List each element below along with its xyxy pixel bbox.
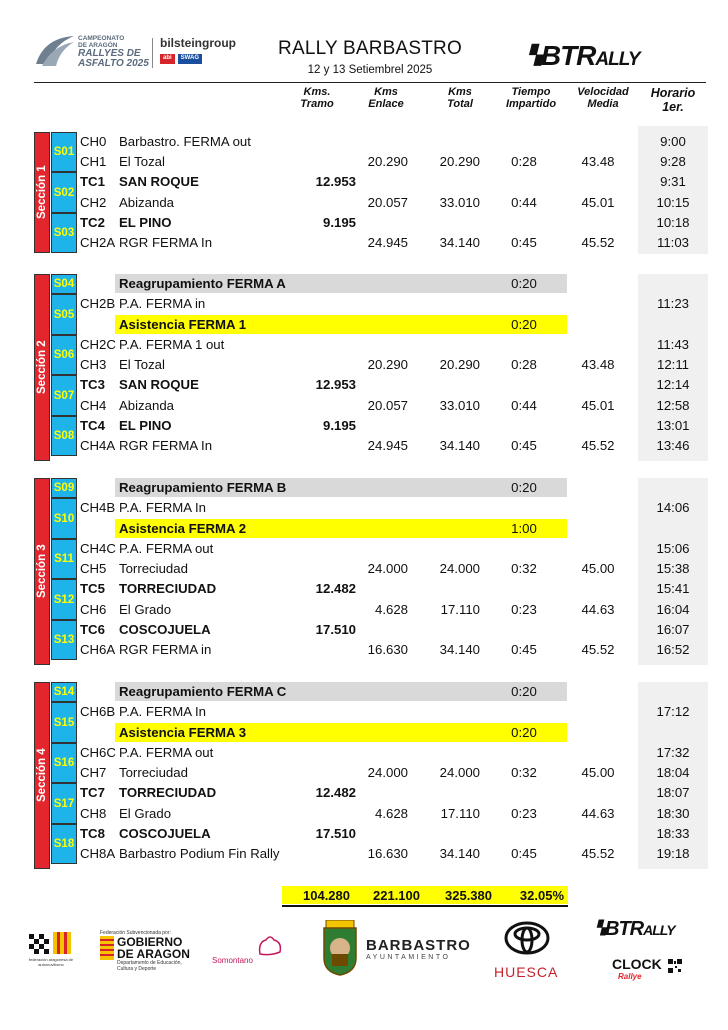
ally-text: ALLY — [595, 49, 640, 70]
row-code: CH6 — [80, 602, 107, 617]
row-code: CH2 — [80, 195, 107, 210]
row-name: El Tozal — [119, 154, 165, 169]
row-name: Asistencia FERMA 3 — [119, 725, 247, 740]
row-code: CH5 — [80, 561, 107, 576]
row-velocidad: 43.48 — [581, 154, 615, 169]
row-velocidad: 45.52 — [581, 235, 615, 250]
row-tiempo: 0:23 — [511, 602, 537, 617]
row-velocidad: 45.01 — [581, 195, 615, 210]
stage-box: S01 — [51, 132, 77, 172]
stage-box: S17 — [51, 783, 77, 824]
gobierno-aragon-logo — [100, 930, 210, 972]
row-code: CH1 — [80, 154, 107, 169]
qr-code-icon — [668, 959, 682, 973]
row-tiempo: 0:32 — [511, 561, 537, 576]
table-row — [80, 804, 640, 824]
row-horario: 16:52 — [656, 642, 690, 657]
row-horario: 19:18 — [656, 846, 690, 861]
somontano-text: Somontano — [212, 956, 253, 965]
row-horario: 18:33 — [656, 826, 690, 841]
row-tiempo: 0:32 — [511, 765, 537, 780]
row-code: CH4A — [80, 438, 116, 453]
row-code: CH6C — [80, 745, 116, 760]
row-code: CH0 — [80, 134, 107, 149]
stage-box: S02 — [51, 172, 77, 213]
row-tiempo: 0:20 — [511, 480, 537, 495]
row-horario: 17:32 — [656, 745, 690, 760]
section-label: Sección 3 — [36, 544, 48, 599]
btr-footer-text: BTR — [605, 918, 644, 940]
aragon-flag-icon — [100, 936, 114, 960]
row-horario: 17:12 — [656, 704, 690, 719]
row-name: Asistencia FERMA 2 — [119, 521, 247, 536]
row-total: 34.140 — [439, 642, 480, 657]
row-code: CH2C — [80, 337, 116, 352]
row-horario: 15:06 — [656, 541, 690, 556]
stage-box: S11 — [51, 539, 77, 579]
table-row — [80, 640, 640, 660]
row-total: 33.010 — [439, 398, 480, 413]
section-label: Sección 2 — [36, 340, 48, 395]
table-row — [80, 723, 640, 743]
stage-box: S15 — [51, 702, 77, 743]
table-row — [80, 498, 640, 518]
section-label: Sección 4 — [36, 748, 48, 803]
row-total: 17.110 — [440, 806, 480, 821]
row-tramo: 12.482 — [315, 581, 356, 596]
row-name: Torreciudad — [119, 765, 188, 780]
col-header-total: Kms Total — [447, 86, 473, 110]
row-name: Abizanda — [119, 398, 174, 413]
row-total: 24.000 — [439, 765, 480, 780]
table-row — [80, 436, 640, 456]
row-enlace: 4.628 — [374, 602, 408, 617]
row-tiempo: 1:00 — [511, 521, 537, 536]
ally-footer-text: ALLY — [643, 922, 675, 938]
row-horario: 9:28 — [660, 154, 686, 169]
row-name: TORRECIUDAD — [119, 785, 217, 800]
total-enlace: 221.100 — [373, 888, 420, 903]
gob-small-text: Federación Subvencionada por: — [100, 930, 171, 936]
checkered-flag-icon — [27, 928, 75, 956]
table-row — [80, 824, 640, 844]
row-tramo: 17.510 — [315, 622, 356, 637]
row-horario: 10:18 — [656, 215, 690, 230]
row-code: CH8 — [80, 806, 107, 821]
row-name: Abizanda — [119, 195, 174, 210]
crest-icon — [322, 920, 358, 976]
row-name: El Grado — [119, 806, 172, 821]
row-tiempo: 0:28 — [511, 357, 537, 372]
row-name: COSCOJUELA — [119, 826, 211, 841]
clock-rallye-logo — [612, 956, 662, 981]
row-enlace: 24.945 — [367, 235, 408, 250]
row-tiempo: 0:20 — [511, 317, 537, 332]
total-total: 325.380 — [445, 888, 492, 903]
row-tramo: 17.510 — [315, 826, 356, 841]
campeonato-big-text: RALLYES DE ASFALTO 2025 — [78, 48, 149, 69]
row-velocidad: 45.52 — [581, 438, 615, 453]
btr-rally-logo — [528, 40, 640, 72]
row-name: Reagrupamiento FERMA B — [119, 480, 287, 495]
stage-box: S09 — [51, 478, 77, 498]
col-header-velocidad: Velocidad Media — [577, 86, 629, 110]
row-name: P.A. FERMA in — [119, 296, 206, 311]
row-horario: 12:11 — [656, 357, 690, 372]
row-horario: 10:15 — [656, 195, 690, 210]
row-code: CH6A — [80, 642, 116, 657]
row-velocidad: 44.63 — [581, 602, 615, 617]
btr-text: BTR — [540, 40, 596, 71]
row-code: CH2A — [80, 235, 116, 250]
table-row — [80, 844, 640, 864]
clock-text: CLOCK — [612, 956, 662, 972]
row-total: 33.010 — [439, 195, 480, 210]
row-name: RGR FERMA In — [119, 438, 213, 453]
campeonato-small-text: CAMPEONATO DE ARAGÓN — [78, 35, 125, 49]
row-total: 24.000 — [439, 561, 480, 576]
row-tiempo: 0:45 — [511, 438, 537, 453]
row-horario: 13:46 — [656, 438, 690, 453]
toyota-logo — [504, 920, 550, 961]
row-tiempo: 0:45 — [511, 642, 537, 657]
row-horario: 11:03 — [656, 235, 690, 250]
row-horario: 18:07 — [656, 785, 690, 800]
row-name: P.A. FERMA out — [119, 745, 214, 760]
stage-box: S18 — [51, 824, 77, 864]
row-velocidad: 45.00 — [581, 561, 615, 576]
row-code: TC3 — [80, 377, 105, 392]
row-tiempo: 0:20 — [511, 725, 537, 740]
fed-logo — [26, 928, 76, 967]
table-row — [80, 294, 640, 314]
row-horario: 11:23 — [656, 296, 690, 311]
row-code: CH3 — [80, 357, 107, 372]
total-pct: 32.05% — [519, 888, 564, 903]
stage-box: S16 — [51, 743, 77, 783]
row-code: CH4 — [80, 398, 107, 413]
row-name: Barbastro. FERMA out — [119, 134, 251, 149]
flag-icon: ▚ — [528, 45, 541, 65]
row-name: P.A. FERMA out — [119, 541, 214, 556]
row-tramo: 9.195 — [322, 215, 356, 230]
col-header-tramo: Kms. Tramo — [300, 86, 334, 110]
section-label: Sección 1 — [36, 165, 48, 220]
stage-box: S13 — [51, 620, 77, 660]
table-row — [80, 478, 640, 498]
row-code: TC6 — [80, 622, 105, 637]
row-code: CH8A — [80, 846, 116, 861]
gob-dept: Departamento de Educación, Cultura y Deporte — [117, 960, 182, 972]
toyota-icon — [504, 920, 550, 956]
row-name: El Grado — [119, 602, 172, 617]
table-row — [80, 132, 640, 152]
row-horario: 9:31 — [660, 174, 686, 189]
row-code: TC2 — [80, 215, 105, 230]
sponsor-badge-2: SWAG — [178, 54, 202, 64]
barbastro-crest — [322, 920, 358, 981]
row-enlace: 24.000 — [367, 561, 408, 576]
table-row — [80, 416, 640, 436]
row-velocidad: 45.00 — [581, 765, 615, 780]
row-code: TC5 — [80, 581, 105, 596]
event-date: 12 y 13 Setiembrel 2025 — [307, 64, 433, 76]
row-name: COSCOJUELA — [119, 622, 211, 637]
row-enlace: 16.630 — [367, 846, 408, 861]
row-total: 20.290 — [439, 357, 480, 372]
table-row — [80, 335, 640, 355]
row-name: Torreciudad — [119, 561, 188, 576]
sponsor-name: bilsteingroup — [160, 36, 236, 50]
row-name: P.A. FERMA In — [119, 704, 206, 719]
row-total: 34.140 — [439, 438, 480, 453]
row-tiempo: 0:44 — [511, 195, 537, 210]
row-name: Asistencia FERMA 1 — [119, 317, 247, 332]
stage-box: S10 — [51, 498, 77, 539]
row-tramo: 12.953 — [315, 377, 356, 392]
row-name: SAN ROQUE — [119, 174, 199, 189]
stage-box: S04 — [51, 274, 77, 294]
row-velocidad: 45.01 — [581, 398, 615, 413]
table-row — [80, 375, 640, 395]
gob-name: GOBIERNO DE ARAGON — [117, 935, 190, 961]
row-name: Reagrupamiento FERMA A — [119, 276, 286, 291]
row-tramo: 12.482 — [315, 785, 356, 800]
row-enlace: 20.057 — [367, 195, 408, 210]
row-name: EL PINO — [119, 215, 172, 230]
total-tramo: 104.280 — [303, 888, 350, 903]
row-total: 20.290 — [439, 154, 480, 169]
btr-rally-footer-logo — [596, 918, 675, 941]
table-row — [80, 355, 640, 375]
table-row — [80, 783, 640, 803]
huesca-text: HUESCA — [494, 964, 559, 980]
table-row — [80, 213, 640, 233]
row-code: TC7 — [80, 785, 105, 800]
stage-box: S12 — [51, 579, 77, 620]
barbastro-logo — [366, 937, 471, 961]
campeonato-logo — [34, 34, 152, 70]
table-row — [80, 274, 640, 294]
row-enlace: 24.945 — [367, 438, 408, 453]
row-name: SAN ROQUE — [119, 377, 199, 392]
row-enlace: 4.628 — [374, 806, 408, 821]
row-velocidad: 45.52 — [581, 846, 615, 861]
row-enlace: 24.000 — [367, 765, 408, 780]
page-title: RALLY BARBASTRO — [278, 38, 462, 59]
stage-box: S14 — [51, 682, 77, 702]
barbastro-text: BARBASTRO — [366, 937, 471, 954]
stage-box: S05 — [51, 294, 77, 335]
row-tramo: 9.195 — [322, 418, 356, 433]
row-tiempo: 0:23 — [511, 806, 537, 821]
col-header-enlace: Kms Enlace — [368, 86, 404, 110]
row-enlace: 16.630 — [367, 642, 408, 657]
row-code: CH6B — [80, 704, 116, 719]
row-code: CH4B — [80, 500, 116, 515]
row-enlace: 20.290 — [367, 357, 408, 372]
row-total: 34.140 — [439, 846, 480, 861]
row-code: CH7 — [80, 765, 107, 780]
row-code: CH4C — [80, 541, 116, 556]
page-header — [0, 0, 728, 90]
row-name: RGR FERMA in — [119, 642, 212, 657]
col-header-horario: Horario 1er. — [650, 86, 696, 114]
stage-box: S07 — [51, 375, 77, 416]
row-name: P.A. FERMA In — [119, 500, 206, 515]
row-horario: 12:14 — [656, 377, 690, 392]
table-row — [80, 539, 640, 559]
row-name: El Tozal — [119, 357, 165, 372]
stage-box: S08 — [51, 416, 77, 456]
fed-text: federación aragonesa de automovilismo — [28, 957, 74, 967]
row-tiempo: 0:44 — [511, 398, 537, 413]
table-row — [80, 600, 640, 620]
row-tiempo: 0:28 — [511, 154, 537, 169]
row-horario: 15:38 — [656, 561, 690, 576]
row-name: TORRECIUDAD — [119, 581, 217, 596]
row-horario: 15:41 — [656, 581, 690, 596]
table-row — [80, 702, 640, 722]
table-row — [80, 682, 640, 702]
table-row — [80, 172, 640, 192]
somontano-shape-icon — [256, 934, 284, 956]
clock-sub-text: Rallye — [618, 972, 642, 981]
row-velocidad: 44.63 — [581, 806, 615, 821]
row-tiempo: 0:45 — [511, 235, 537, 250]
row-tiempo: 0:45 — [511, 846, 537, 861]
row-velocidad: 43.48 — [581, 357, 615, 372]
stage-box: S06 — [51, 335, 77, 375]
table-row — [80, 579, 640, 599]
ayuntamiento-text: AYUNTAMIENTO — [366, 954, 451, 961]
row-horario: 14:06 — [656, 500, 690, 515]
row-tiempo: 0:20 — [511, 276, 537, 291]
header-rule — [34, 82, 706, 83]
table-row — [80, 620, 640, 640]
table-row — [80, 396, 640, 416]
row-velocidad: 45.52 — [581, 642, 615, 657]
table-row — [80, 519, 640, 539]
table-row — [80, 559, 640, 579]
table-row — [80, 193, 640, 213]
row-code: TC8 — [80, 826, 105, 841]
row-horario: 16:07 — [656, 622, 690, 637]
row-total: 17.110 — [440, 602, 480, 617]
row-name: RGR FERMA In — [119, 235, 213, 250]
row-horario: 9:00 — [660, 134, 686, 149]
flag-icon-2: ▚ — [596, 920, 605, 935]
table-row — [80, 743, 640, 763]
row-enlace: 20.290 — [367, 154, 408, 169]
sponsor-badge-1: abi — [160, 54, 175, 64]
stage-box: S03 — [51, 213, 77, 253]
campeonato-swoosh-icon — [34, 34, 76, 68]
row-name: Barbastro Podium Fin Rally — [119, 846, 280, 861]
row-horario: 12:58 — [656, 398, 690, 413]
row-total: 34.140 — [439, 235, 480, 250]
table-row — [80, 152, 640, 172]
totals-rule — [282, 905, 568, 907]
row-enlace: 20.057 — [367, 398, 408, 413]
row-name: EL PINO — [119, 418, 172, 433]
table-row — [80, 233, 640, 253]
row-code: TC4 — [80, 418, 105, 433]
row-tiempo: 0:20 — [511, 684, 537, 699]
row-code: TC1 — [80, 174, 105, 189]
table-row — [80, 315, 640, 335]
header-divider — [152, 38, 153, 68]
row-tramo: 12.953 — [315, 174, 356, 189]
row-horario: 11:43 — [656, 337, 690, 352]
row-horario: 18:04 — [656, 765, 690, 780]
col-header-tiempo: Tiempo Impartido — [505, 86, 557, 110]
row-name: Reagrupamiento FERMA C — [119, 684, 287, 699]
row-code: CH2B — [80, 296, 116, 311]
sponsor-logo — [160, 36, 250, 70]
row-horario: 18:30 — [656, 806, 690, 821]
row-horario: 16:04 — [656, 602, 690, 617]
row-horario: 13:01 — [656, 418, 690, 433]
row-name: P.A. FERMA 1 out — [119, 337, 225, 352]
table-row — [80, 763, 640, 783]
